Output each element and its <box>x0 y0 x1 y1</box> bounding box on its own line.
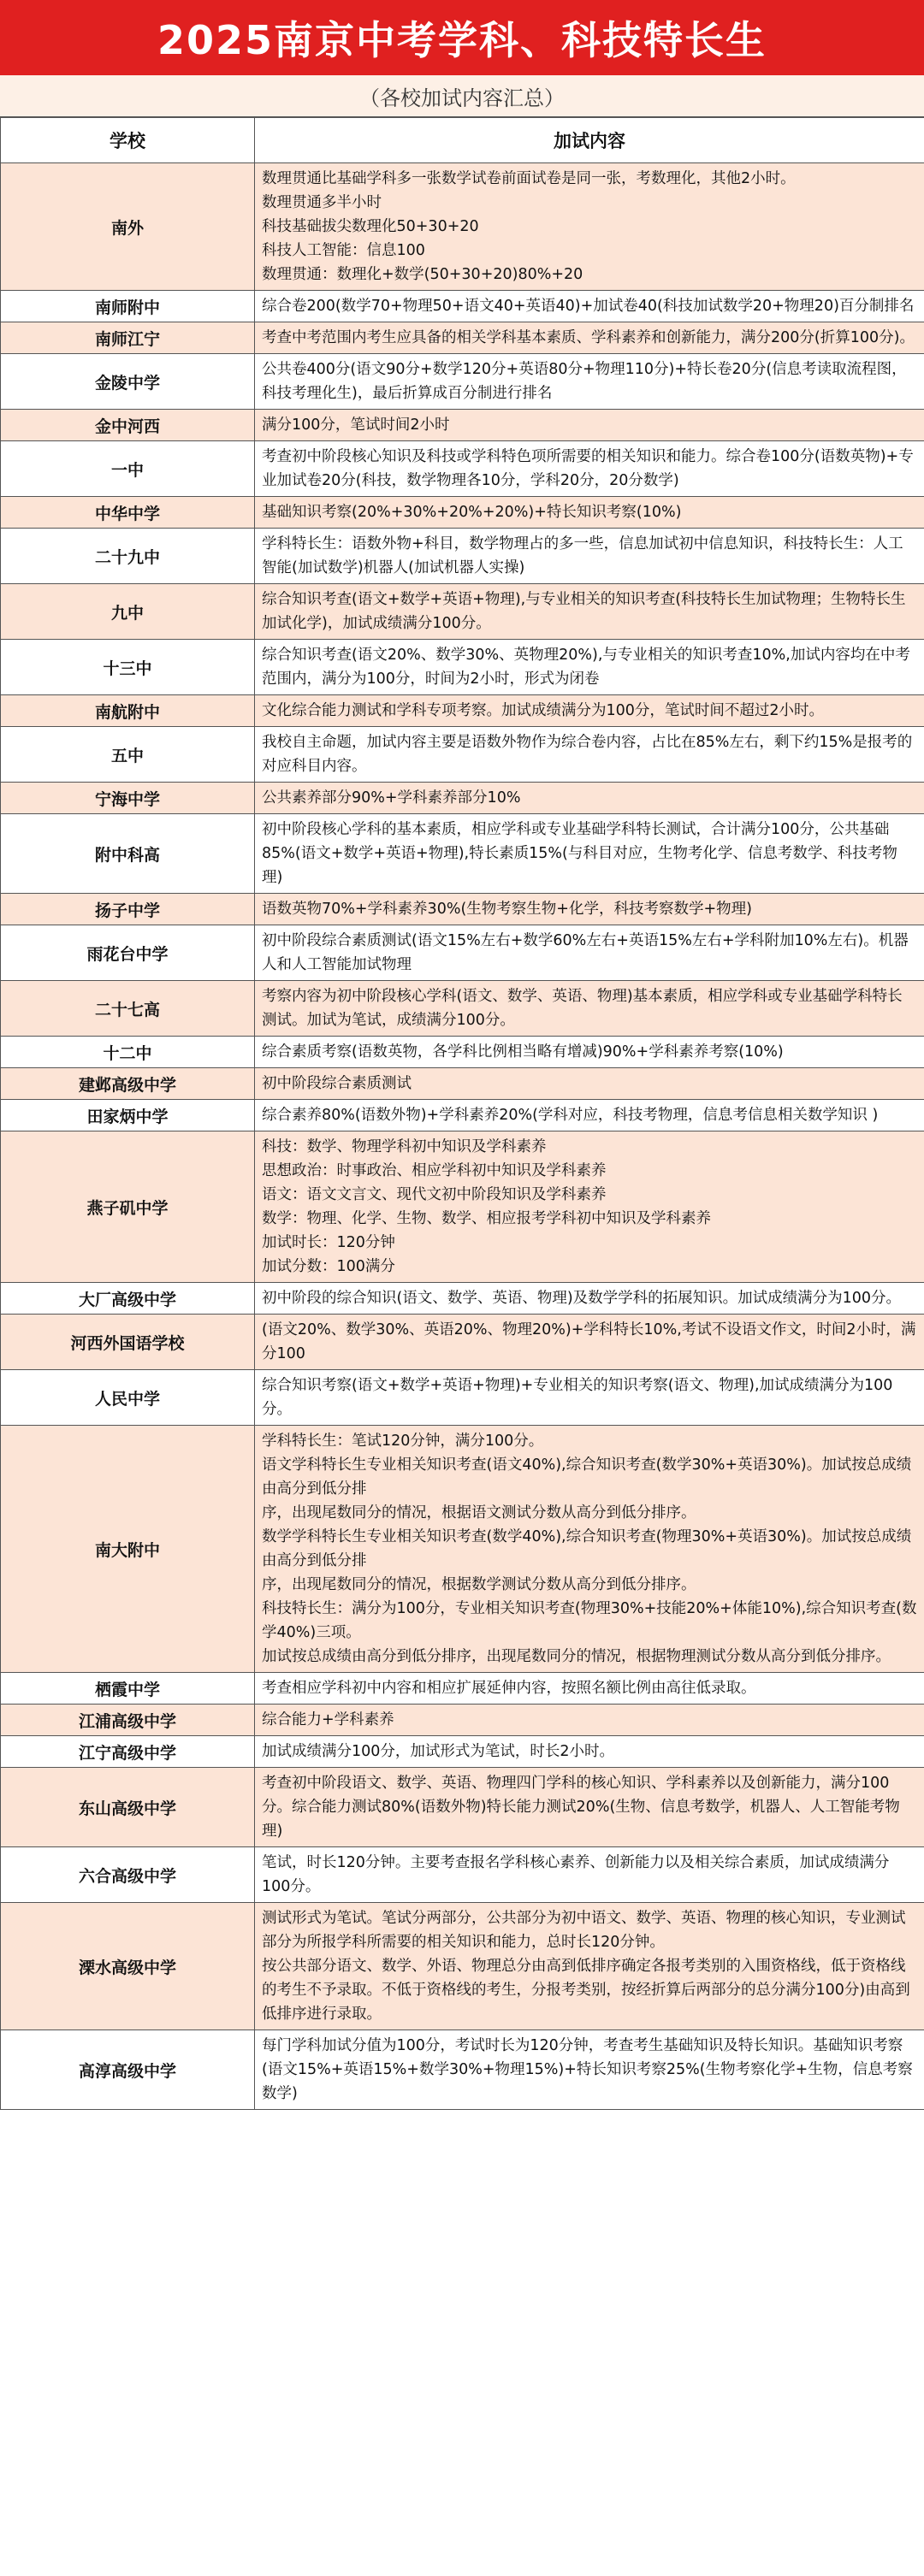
content-line: 加试分数：100满分 <box>262 1258 395 1275</box>
exam-content <box>255 981 924 1037</box>
school-name: 十二中 <box>1 1037 255 1068</box>
table-row <box>1 783 924 814</box>
exam-content <box>255 1673 924 1705</box>
content-line: 加试按总成绩由高分到低分排序，出现尾数同分的情况，根据物理测试分数从高分到低分排序。 <box>262 1648 891 1665</box>
table-row <box>1 814 924 894</box>
school-name: 东山高级中学 <box>1 1768 255 1847</box>
content-line: 综合知识考查(语文20%、数学30%、英物理20%),与专业相关的知识考查10%,加试内容均在中考范围内，满分为100分，时间为2小时，形式为闭卷 <box>262 647 910 688</box>
content-line: (语文20%、数学30%、英语20%、物理20%)+学科特长10%,考试不设语文作文，时间2小时，满分100 <box>262 1321 916 1362</box>
exam-content <box>255 783 924 814</box>
content-line: 加试成绩满分100分，加试形式为笔试，时长2小时。 <box>262 1743 615 1760</box>
content-line: 数理贯通多半小时 <box>262 194 382 211</box>
content-line: 综合能力+学科素养 <box>262 1711 394 1728</box>
table-row <box>1 1768 924 1847</box>
school-name: 附中科高 <box>1 814 255 894</box>
table-row <box>1 695 924 727</box>
exam-content <box>255 1068 924 1100</box>
content-line: 科技人工智能：信息100 <box>262 242 425 259</box>
exam-content <box>255 1768 924 1847</box>
school-name: 二十七高 <box>1 981 255 1037</box>
content-line: 语文：语文文言文、现代文初中阶段知识及学科素养 <box>262 1186 607 1203</box>
exam-content <box>255 584 924 640</box>
school-name: 南师江宁 <box>1 322 255 354</box>
content-line: 考查初中阶段核心知识及科技或学科特色项所需要的相关知识和能力。综合卷100分(语数英物)+专业加试卷20分(科技，数学物理各10分，学科20分，20分数学) <box>262 448 914 489</box>
table-row <box>1 163 924 291</box>
exam-content <box>255 1736 924 1768</box>
exam-content <box>255 441 924 497</box>
school-name: 田家炳中学 <box>1 1100 255 1131</box>
table-row <box>1 1705 924 1736</box>
school-name: 溧水高级中学 <box>1 1903 255 2030</box>
table-row <box>1 529 924 584</box>
school-name: 中华中学 <box>1 497 255 529</box>
content-line: 学科特长生：语数外物+科目，数学物理占的多一些，信息加试初中信息知识，科技特长生：人工智能(加试数学)机器人(加试机器人实操) <box>262 535 903 576</box>
school-name: 建邺高级中学 <box>1 1068 255 1100</box>
subtitle-banner <box>0 75 924 117</box>
table-row <box>1 1736 924 1768</box>
table-row <box>1 291 924 322</box>
exam-content <box>255 1705 924 1736</box>
exam-content <box>255 695 924 727</box>
content-line: 考察内容为初中阶段核心学科(语文、数学、英语、物理)基本素质，相应学科或专业基础学科特长测试。加试为笔试，成绩满分100分。 <box>262 988 903 1029</box>
school-name: 南外 <box>1 163 255 291</box>
school-name: 十三中 <box>1 640 255 695</box>
exam-content <box>255 497 924 529</box>
table-row <box>1 1283 924 1315</box>
school-name: 大厂高级中学 <box>1 1283 255 1315</box>
table-row <box>1 354 924 410</box>
exam-content <box>255 727 924 783</box>
content-line: 满分100分，笔试时间2小时 <box>262 417 450 434</box>
table-row <box>1 1315 924 1370</box>
content-line: 数理贯通：数理化+数学(50+30+20)80%+20 <box>262 266 583 283</box>
school-name: 金中河西 <box>1 410 255 441</box>
exam-content <box>255 163 924 291</box>
content-line: 数学：物理、化学、生物、数学、相应报考学科初中知识及学科素养 <box>262 1210 711 1227</box>
content-line: 语文学科特长生专业相关知识考查(语文40%),综合知识考查(数学30%+英语30%)。加试按总成绩由高分到低分排 <box>262 1456 912 1498</box>
exam-content <box>255 529 924 584</box>
exam-content <box>255 354 924 410</box>
content-line: 初中阶段核心学科的基本素质，相应学科或专业基础学科特长测试，合计满分100分，公共基础85%(语文+数学+英语+物理),特长素质15%(与科目对应，生物考化学、信息考数学、科技考物理) <box>262 821 897 886</box>
table-row <box>1 1100 924 1131</box>
table-row <box>1 1131 924 1283</box>
content-line: 学科特长生：笔试120分钟，满分100分。 <box>262 1433 544 1450</box>
table-row <box>1 981 924 1037</box>
exam-content <box>255 814 924 894</box>
school-name: 江浦高级中学 <box>1 1705 255 1736</box>
table-row <box>1 727 924 783</box>
school-name: 南大附中 <box>1 1426 255 1673</box>
table-row <box>1 441 924 497</box>
school-name: 九中 <box>1 584 255 640</box>
table-row <box>1 2030 924 2110</box>
exam-content <box>255 2030 924 2110</box>
content-line: 我校自主命题，加试内容主要是语数外物作为综合卷内容，占比在85%左右，剩下约15%是报考的对应科目内容。 <box>262 734 913 775</box>
table-row <box>1 1903 924 2030</box>
table-row <box>1 640 924 695</box>
content-line: 测试形式为笔试。笔试分两部分，公共部分为初中语文、数学、英语、物理的核心知识，专业测试部分为所报学科所需要的相关知识和能力，总时长120分钟。 <box>262 1910 906 1951</box>
content-line: 语数英物70%+学科素养30%(生物考察生物+化学，科技考察数学+物理) <box>262 901 752 918</box>
school-name: 雨花台中学 <box>1 925 255 981</box>
content-line: 科技特长生：满分为100分，专业相关知识考查(物理30%+技能20%+体能10%),综合知识考查(数学40%)三项。 <box>262 1600 917 1641</box>
content-line: 序，出现尾数同分的情况，根据数学测试分数从高分到低分排序。 <box>262 1576 696 1593</box>
page-subtitle: （各校加试内容汇总） <box>359 86 565 110</box>
school-name: 金陵中学 <box>1 354 255 410</box>
content-line: 基础知识考察(20%+30%+20%+20%)+特长知识考察(10%) <box>262 504 682 521</box>
exam-content <box>255 1315 924 1370</box>
exam-content <box>255 1100 924 1131</box>
content-line: 文化综合能力测试和学科专项考察。加试成绩满分为100分，笔试时间不超过2小时。 <box>262 702 825 719</box>
school-name: 五中 <box>1 727 255 783</box>
school-name: 南航附中 <box>1 695 255 727</box>
content-line: 初中阶段的综合知识(语文、数学、英语、物理)及数学学科的拓展知识。加试成绩满分为100分。 <box>262 1290 902 1307</box>
table-row <box>1 894 924 925</box>
content-line: 初中阶段综合素质测试(语文15%左右+数学60%左右+英语15%左右+学科附加10%左右)。机器人和人工智能加试物理 <box>262 932 909 973</box>
content-line: 数学学科特长生专业相关知识考查(数学40%),综合知识考查(物理30%+英语30%)。加试按总成绩由高分到低分排 <box>262 1528 912 1569</box>
content-line: 公共卷400分(语文90分+数学120分+英语80分+物理110分)+特长卷20分(信息考读取流程图，科技考理化生)，最后折算成百分制进行排名 <box>262 361 907 402</box>
table-row <box>1 925 924 981</box>
table-row <box>1 1037 924 1068</box>
content-line: 加试时长：120分钟 <box>262 1234 395 1251</box>
exam-content <box>255 410 924 441</box>
content-line: 序，出现尾数同分的情况，根据语文测试分数从高分到低分排序。 <box>262 1504 696 1521</box>
school-name: 六合高级中学 <box>1 1847 255 1903</box>
exam-content <box>255 1903 924 2030</box>
content-line: 初中阶段综合素质测试 <box>262 1075 412 1092</box>
exam-content <box>255 894 924 925</box>
table-row <box>1 584 924 640</box>
content-line: 科技：数学、物理学科初中知识及学科素养 <box>262 1138 547 1155</box>
table-row <box>1 1426 924 1673</box>
content-line: 综合素养80%(语数外物)+学科素养20%(学科对应，科技考物理，信息考信息相关数学知识 ) <box>262 1107 879 1124</box>
exam-content <box>255 1131 924 1283</box>
table-row <box>1 1847 924 1903</box>
school-name: 宁海中学 <box>1 783 255 814</box>
exam-content-table <box>0 117 924 2110</box>
content-line: 综合知识考查(语文+数学+英语+物理),与专业相关的知识考查(科技特长生加试物理；生物特长生加试化学)，加试成绩满分100分。 <box>262 591 906 632</box>
school-name: 扬子中学 <box>1 894 255 925</box>
table-row <box>1 322 924 354</box>
content-line: 考查中考范围内考生应具备的相关学科基本素质、学科素养和创新能力，满分200分(折算100分)。 <box>262 329 915 346</box>
exam-content <box>255 291 924 322</box>
content-line: 每门学科加试分值为100分，考试时长为120分钟，考查考生基础知识及特长知识。基础知识考察(语文15%+英语15%+数学30%+物理15%)+特长知识考察25%(生物考察化学+生物，信息考察数学) <box>262 2037 913 2102</box>
school-name: 高淳高级中学 <box>1 2030 255 2110</box>
school-name: 二十九中 <box>1 529 255 584</box>
content-line: 笔试，时长120分钟。主要考查报名学科核心素养、创新能力以及相关综合素质，加试成绩满分100分。 <box>262 1854 890 1895</box>
table-row <box>1 1673 924 1705</box>
exam-content <box>255 1370 924 1426</box>
exam-content <box>255 322 924 354</box>
content-line: 综合卷200(数学70+物理50+语文40+英语40)+加试卷40(科技加试数学20+物理20)百分制排名 <box>262 298 915 315</box>
table-body <box>1 163 924 2110</box>
exam-content <box>255 640 924 695</box>
school-name: 南师附中 <box>1 291 255 322</box>
content-line: 科技基础拔尖数理化50+30+20 <box>262 218 479 235</box>
content-line: 思想政治：时事政治、相应学科初中知识及学科素养 <box>262 1162 607 1179</box>
table-row <box>1 497 924 529</box>
exam-content <box>255 1037 924 1068</box>
school-name: 河西外国语学校 <box>1 1315 255 1370</box>
content-line: 公共素养部分90%+学科素养部分10% <box>262 789 521 806</box>
content-line: 按公共部分语文、数学、外语、物理总分由高到低排序确定各报考类别的入围资格线，低于资格线的考生不予录取。不低于资格线的考生，分报考类别，按经折算后两部分的总分满分100分)由高到低排序进行录取。 <box>262 1958 910 2023</box>
table-row <box>1 1068 924 1100</box>
exam-content <box>255 1847 924 1903</box>
school-name: 江宁高级中学 <box>1 1736 255 1768</box>
school-name: 一中 <box>1 441 255 497</box>
content-line: 考查初中阶段语文、数学、英语、物理四门学科的核心知识、学科素养以及创新能力，满分100分。综合能力测试80%(语数外物)特长能力测试20%(生物、信息考数学，机器人、人工智能考物理) <box>262 1775 900 1840</box>
content-line: 综合素质考察(语数英物，各学科比例相当略有增减)90%+学科素养考察(10%) <box>262 1043 784 1061</box>
table-row <box>1 1370 924 1426</box>
school-name: 人民中学 <box>1 1370 255 1426</box>
title-banner <box>0 0 924 75</box>
header-school: 学校 <box>1 118 255 163</box>
header-content: 加试内容 <box>255 118 924 163</box>
content-line: 考查相应学科初中内容和相应扩展延伸内容，按照名额比例由高往低录取。 <box>262 1680 756 1697</box>
content-line: 数理贯通比基础学科多一张数学试卷前面试卷是同一张，考数理化，其他2小时。 <box>262 170 796 187</box>
page-title: 2025南京中考学科、科技特长生 <box>157 17 767 63</box>
exam-content <box>255 1426 924 1673</box>
school-name: 栖霞中学 <box>1 1673 255 1705</box>
exam-content <box>255 925 924 981</box>
table-row <box>1 410 924 441</box>
exam-content <box>255 1283 924 1315</box>
content-line: 综合知识考察(语文+数学+英语+物理)+专业相关的知识考察(语文、物理),加试成绩满分为100分。 <box>262 1377 893 1418</box>
school-name: 燕子矶中学 <box>1 1131 255 1283</box>
